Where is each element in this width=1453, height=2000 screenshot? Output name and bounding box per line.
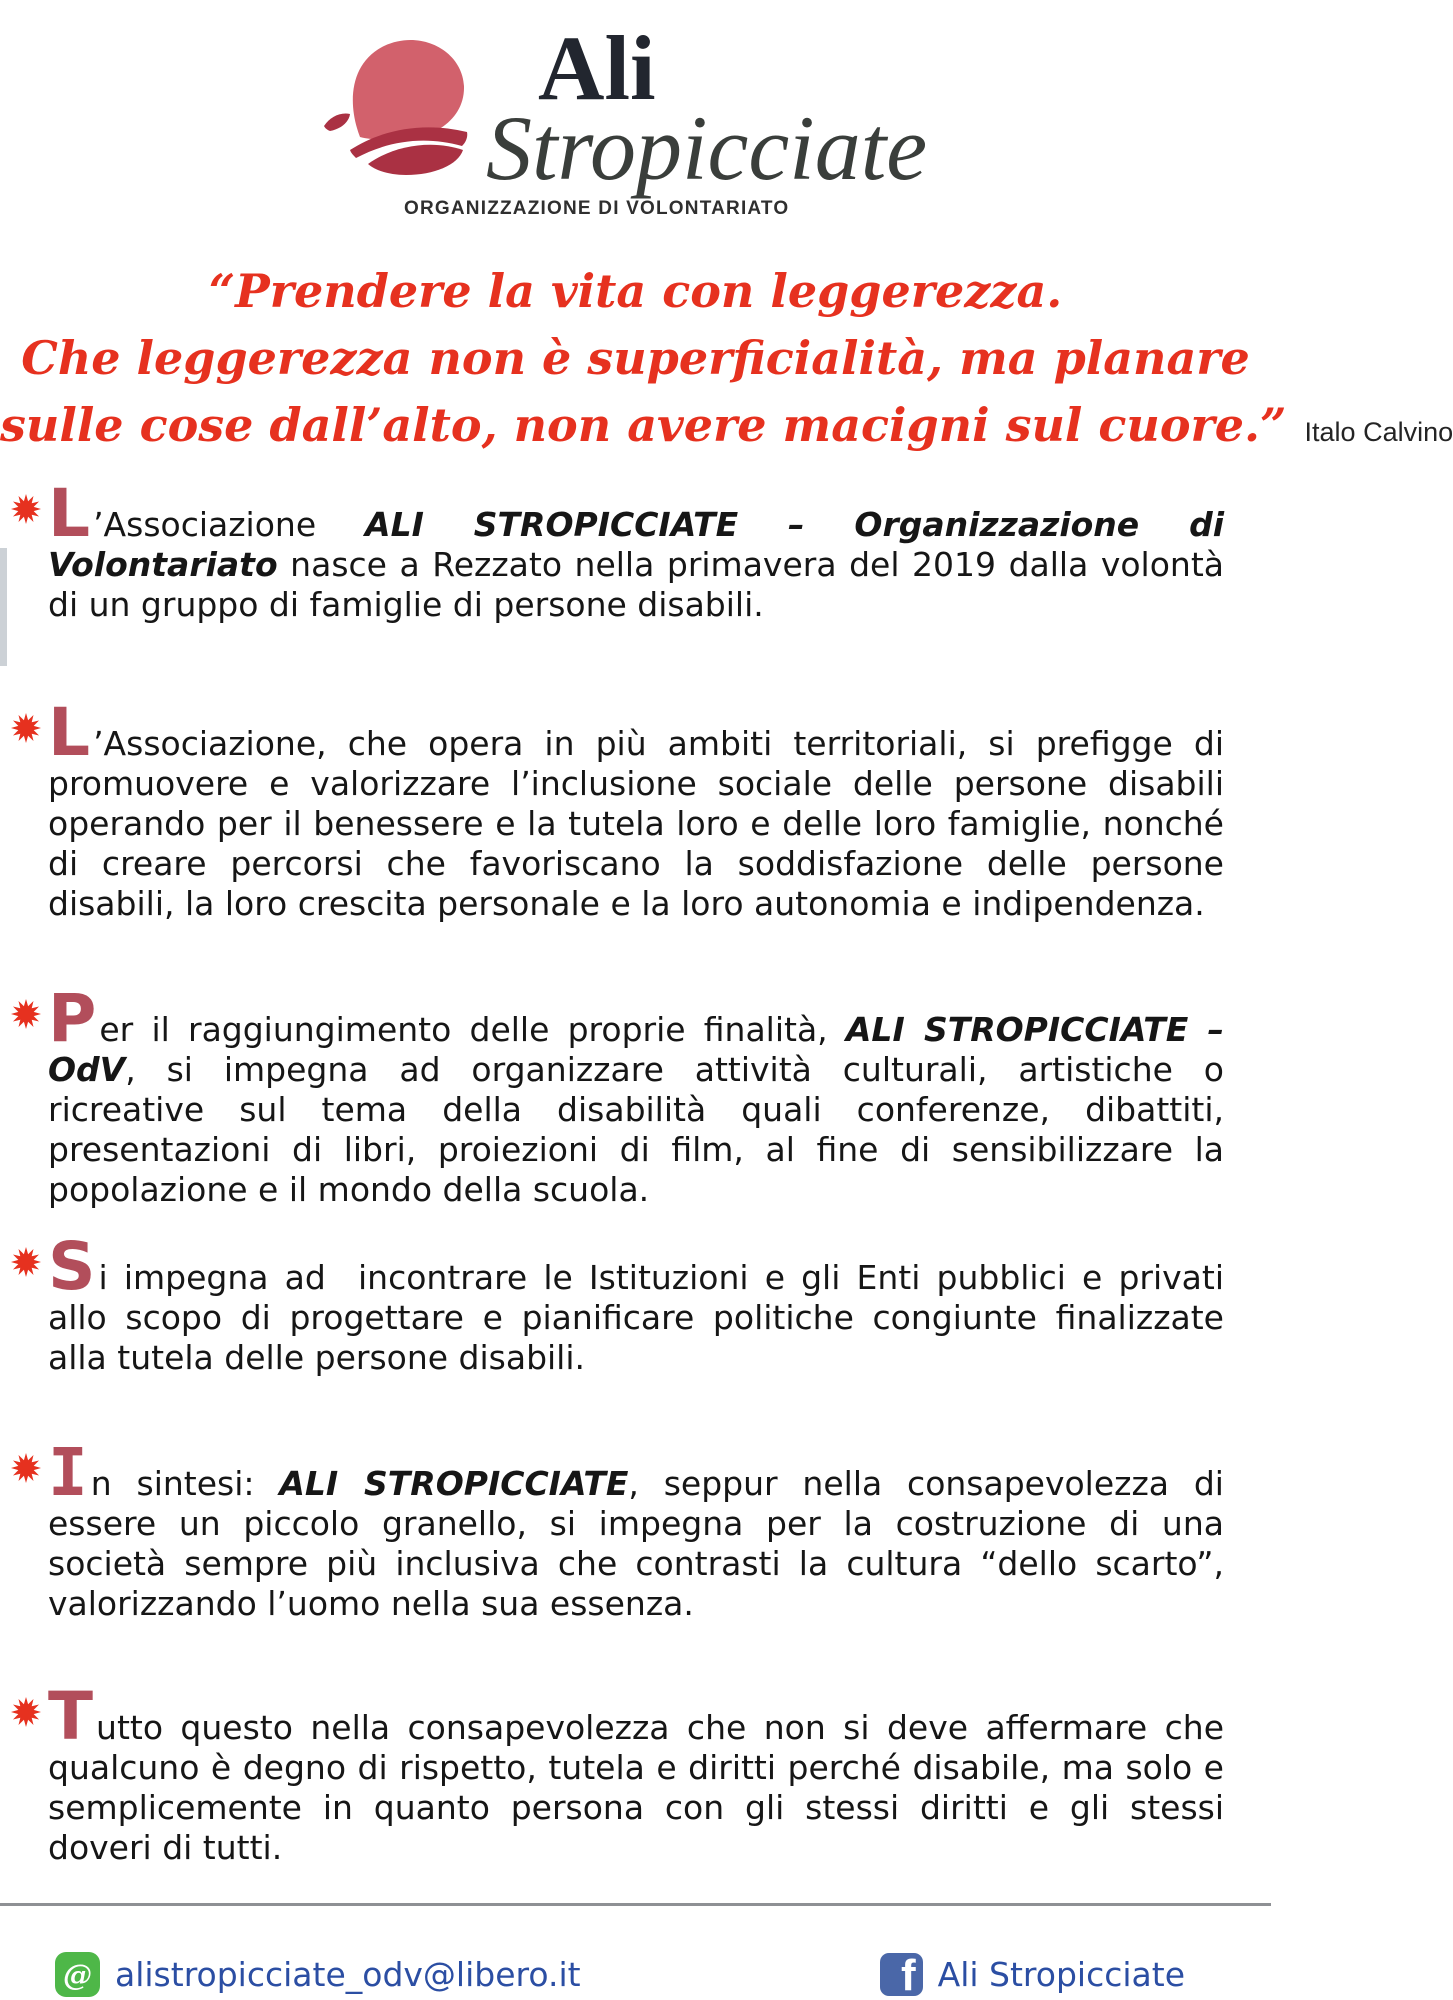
dropcap-letter: L <box>48 694 91 771</box>
quote-line: Che leggerezza non è superficialità, ma planare <box>21 331 1250 385</box>
at-icon: @ <box>55 1952 100 1997</box>
paragraph <box>48 1228 1224 1378</box>
paragraph-text-emphasis: ALI STROPICCIATE <box>279 1464 629 1503</box>
paragraph-text: n sintesi: <box>90 1464 280 1503</box>
scan-bottom-line <box>0 1903 1271 1906</box>
scan-edge-artifact <box>0 548 7 666</box>
starburst-bullet-icon <box>11 1247 41 1277</box>
crumpled-wings-logo-icon <box>322 34 472 176</box>
paragraph <box>48 694 1224 924</box>
facebook-contact <box>880 1951 1185 2000</box>
email-text: alistropicciate_odv@libero.it <box>115 1955 581 1994</box>
dropcap-letter: S <box>48 1228 96 1305</box>
footer <box>55 1951 1185 2000</box>
facebook-icon: f <box>880 1953 923 1996</box>
paragraph <box>48 980 1225 1210</box>
paragraph-text-emphasis: ALI STROPICCIATE – Organizzazione di Volontariato <box>48 505 1225 584</box>
paragraph <box>48 475 1225 625</box>
logo-petal-light <box>353 40 464 140</box>
paragraph-text: , si impegna ad organizzare attività culturali, artistiche o ricreative sul tema della disabilità quali conferenze, dibattiti, presentazioni di libri, proiezioni di film, al fine di sensibilizzare la popolazione e il mondo della scuola. <box>48 1050 1224 1209</box>
paragraph-text: ’Associazione <box>93 505 366 544</box>
paragraph-text: nasce a Rezzato nella primavera del 2019 dalla volontà di un gruppo di famiglie di persone disabili. <box>48 545 1224 624</box>
logo-tagline: ORGANIZZAZIONE DI VOLONTARIATO <box>404 198 790 219</box>
logo-subtitle: Stropicciate <box>486 97 928 199</box>
logo-wing-small <box>324 114 350 131</box>
starburst-bullet-icon <box>11 713 41 743</box>
dropcap-letter: L <box>48 475 91 552</box>
starburst-bullet-icon <box>11 1697 41 1727</box>
dropcap-letter: I <box>48 1434 88 1511</box>
paragraph <box>48 1434 1224 1624</box>
quote-block <box>0 258 1453 466</box>
header <box>0 0 1271 232</box>
paragraph-text: ’Associazione, che opera in più ambiti territoriali, si prefigge di promuovere e valorizzare l’inclusione sociale delle persone disabili operando per il benessere e la tutela loro e delle loro famiglie, nonché di creare percorsi che favoriscano la soddisfazione delle persone disabili, la loro crescita personale e la loro autonomia e indipendenza. <box>48 724 1224 923</box>
logo-title: Ali <box>538 17 656 119</box>
dropcap-letter: P <box>48 980 97 1057</box>
paragraph-text: i impegna ad incontrare le Istituzioni e gli Enti pubblici e privati allo scopo di progettare e pianificare politiche congiunte finalizzate alla tutela delle persone disabili. <box>48 1258 1224 1377</box>
dropcap-letter: T <box>48 1678 94 1755</box>
paragraph-text: utto questo nella consapevolezza che non si deve affermare che qualcuno è degno di rispetto, tutela e diritti perché disabile, ma solo e semplicemente in quanto persona con gli stessi diritti e gli stessi doveri di tutti. <box>48 1708 1224 1867</box>
quote-line: sulle cose dall’alto, non avere macigni sul cuore.” Italo Calvino <box>0 398 1453 452</box>
quote-line: “Prendere la vita con leggerezza. <box>208 264 1063 318</box>
paragraph-list <box>48 475 1225 1868</box>
paragraph-text: er il raggiungimento delle proprie finalità, <box>99 1010 846 1049</box>
paragraph-text: , seppur nella consapevolezza di essere un piccolo granello, si impegna per la costruzione di una società sempre più inclusiva che contrasti la cultura “dello scarto”, valorizzando l’uomo nella sua essenza. <box>48 1464 1224 1623</box>
paragraph-text-emphasis: ALI STROPICCIATE – OdV <box>48 1010 1225 1089</box>
logo-wing-leaf <box>368 145 463 175</box>
facebook-text: Ali Stropicciate <box>937 1955 1185 1994</box>
starburst-bullet-icon <box>11 1453 41 1483</box>
email-contact <box>55 1952 581 1997</box>
starburst-bullet-icon <box>11 494 41 524</box>
quote-attribution: Italo Calvino <box>1304 417 1453 447</box>
starburst-bullet-icon <box>11 999 41 1029</box>
paragraph <box>48 1678 1224 1868</box>
